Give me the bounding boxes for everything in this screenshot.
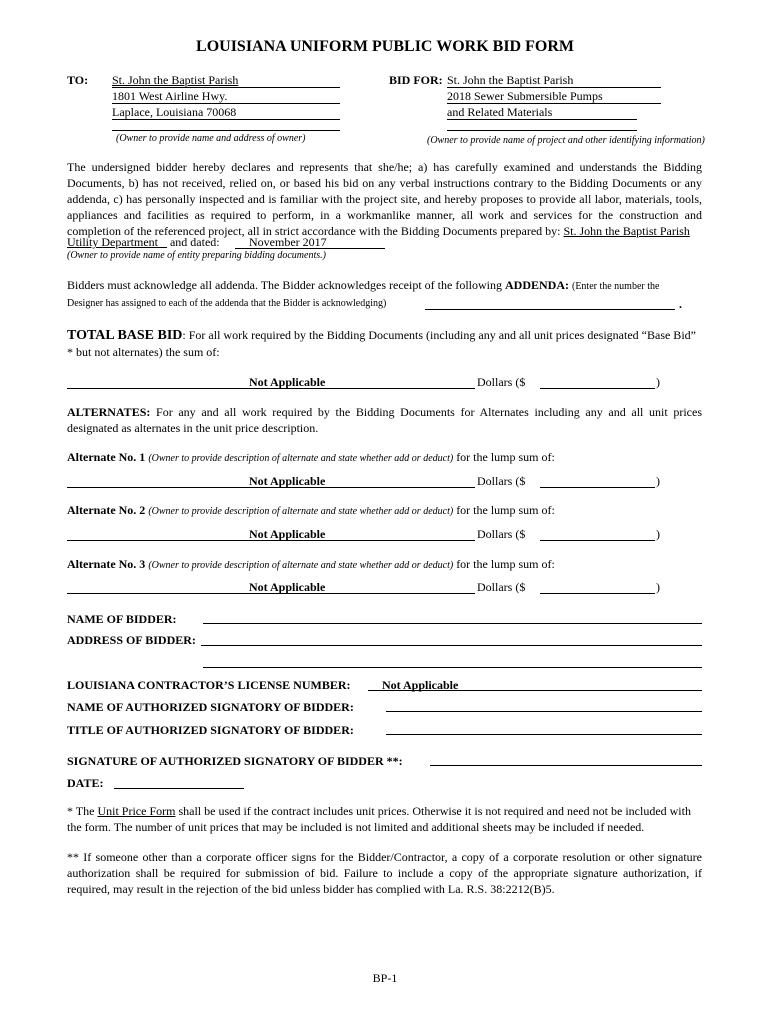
alternate-1-close: ): [656, 474, 660, 488]
unit-price-form-link[interactable]: Unit Price Form: [97, 804, 176, 818]
footnote-1-prefix: * The: [67, 804, 95, 818]
signatory-name-field[interactable]: [386, 711, 702, 712]
addenda-label: ADDENDA:: [504, 278, 569, 292]
dated-value: November 2017: [235, 234, 385, 249]
alternate-2-tail: for the lump sum of:: [456, 503, 555, 517]
alternate-1-tail: for the lump sum of:: [456, 450, 555, 464]
total-base-bid-dollars: Dollars ($: [477, 375, 526, 389]
license-number-label: LOUISIANA CONTRACTOR’S LICENSE NUMBER:: [67, 678, 351, 692]
form-title: LOUISIANA UNIFORM PUBLIC WORK BID FORM: [196, 38, 574, 55]
license-number-value: Not Applicable: [382, 678, 459, 692]
alternate-2-row: [67, 502, 555, 520]
to-line-3: Laplace, Louisiana 70068: [112, 105, 237, 119]
alternate-3-amount-field[interactable]: [540, 593, 655, 594]
alternate-3-note: (Owner to provide description of alternate and state whether add or deduct): [148, 560, 454, 571]
alternate-2-amount: Not Applicable: [249, 527, 326, 541]
alternate-2-close: ): [656, 527, 660, 541]
alternate-1-amount-field[interactable]: [540, 487, 655, 488]
alternates-paragraph: [67, 404, 702, 436]
prepared-by-note: (Owner to provide name of entity preparing bidding documents.): [67, 250, 326, 261]
addenda-small-2: Designer has assigned to each of the addenda that the Bidder is acknowledging): [67, 298, 387, 309]
to-line-1: St. John the Baptist Parish: [112, 73, 239, 87]
prepared-by-1: St. John the Baptist Parish: [563, 224, 690, 238]
signature-field[interactable]: [430, 765, 702, 766]
alternate-3-row: [67, 556, 555, 574]
declaration-paragraph: [67, 159, 702, 239]
to-line-2: 1801 West Airline Hwy.: [112, 89, 228, 103]
alternate-3-dollars: Dollars ($: [477, 580, 526, 594]
bid-for-note: (Owner to provide name of project and other identifying information): [427, 135, 705, 146]
alternate-1-note: (Owner to provide description of alternate and state whether add or deduct): [148, 453, 454, 464]
alternates-text: For any and all work required by the Bidding Documents for Alternates including any and all unit prices designated as alternates in the unit price description.: [67, 405, 702, 435]
date-label: DATE:: [67, 776, 104, 790]
alternate-3-amount: Not Applicable: [249, 580, 326, 594]
footnote-1-text: shall be used if the contract includes unit prices. Otherwise it is not required and need not be included with the form. The number of unit prices that may be included is not limited and additional sheets may be included if needed.: [67, 804, 691, 834]
total-base-bid-text: : For all work required by the Bidding Documents (including any and all unit prices designated “Base Bid” * but not alternates) the sum of:: [67, 328, 696, 359]
alternate-2-label: Alternate No. 2: [67, 503, 146, 517]
to-line-4-rule: [112, 130, 340, 131]
bid-for-line-2: 2018 Sewer Submersible Pumps: [447, 89, 603, 103]
signatory-title-label: TITLE OF AUTHORIZED SIGNATORY OF BIDDER:: [67, 723, 354, 737]
total-base-bid-paragraph: [67, 327, 702, 360]
to-line-3-rule: [112, 119, 340, 120]
alternate-1-row: [67, 449, 555, 467]
alternate-2-amount-field[interactable]: [540, 540, 655, 541]
signatory-name-label: NAME OF AUTHORIZED SIGNATORY OF BIDDER:: [67, 700, 354, 714]
dated-label: and dated:: [169, 235, 220, 249]
prepared-by-2: Utility Department: [67, 235, 158, 249]
address-of-bidder-field-1[interactable]: [201, 645, 702, 646]
declaration-text: The undersigned bidder hereby declares and represents that she/he; a) has carefully examined and understands the Bidding Documents, b) has not received, relied on, or based his bid on any verbal instructions contrary to the Bidding Documents or any addenda, c) has personally inspected and is familiar with the project site, and hereby proposes to provide all labor, materials, tools, appliances and facilities as required to perform, in a workmanlike manner, all work and services for the construction and completion of the referenced project, all in strict accordance with the Bidding Documents prepared by:: [67, 160, 702, 238]
addenda-paragraph: [67, 277, 707, 295]
bid-for-label: BID FOR:: [389, 73, 443, 87]
total-base-bid-label: TOTAL BASE BID: [67, 328, 183, 343]
alternate-1-dollars: Dollars ($: [477, 474, 526, 488]
bid-for-line-3: and Related Materials: [447, 105, 553, 119]
page-number: BP-1: [372, 971, 398, 985]
prepared-by-line: [67, 234, 220, 250]
alternate-1-label: Alternate No. 1: [67, 450, 146, 464]
footnote-2: ** If someone other than a corporate officer signs for the Bidder/Contractor, a copy of a corporate resolution or other signature authorization shall be required for submission of bid. Failure to include a copy of the appropriate signature authorization, if required, may result in the rejection of the bid unless bidder has complied with La. R.S. 38:2212(B)5.: [67, 850, 702, 896]
name-of-bidder-field[interactable]: [203, 623, 702, 624]
signature-label: SIGNATURE OF AUTHORIZED SIGNATORY OF BIDDER **:: [67, 754, 403, 768]
to-label: TO:: [67, 73, 89, 87]
alternate-3-close: ): [656, 580, 660, 594]
total-base-bid-close: ): [656, 375, 660, 389]
address-of-bidder-label: ADDRESS OF BIDDER:: [67, 633, 196, 647]
name-of-bidder-label: NAME OF BIDDER:: [67, 612, 177, 626]
alternate-3-label: Alternate No. 3: [67, 557, 146, 571]
alternate-1-amount: Not Applicable: [249, 474, 326, 488]
alternates-label: ALTERNATES:: [67, 405, 151, 419]
addenda-text: Bidders must acknowledge all addenda. The Bidder acknowledges receipt of the following: [67, 278, 502, 292]
addenda-period: .: [679, 297, 682, 311]
total-base-bid-amount: Not Applicable: [249, 375, 326, 389]
alternate-2-dollars: Dollars ($: [477, 527, 526, 541]
address-of-bidder-field-2[interactable]: [203, 667, 702, 668]
bid-for-line-3-rule: [447, 119, 637, 120]
addenda-small-1: (Enter the number the: [571, 281, 660, 292]
total-base-bid-amount-field[interactable]: [540, 388, 655, 389]
alternate-3-tail: for the lump sum of:: [456, 557, 555, 571]
to-note: (Owner to provide name and address of owner): [116, 133, 306, 144]
footnote-1: [67, 803, 702, 835]
license-number-field[interactable]: [368, 690, 702, 691]
bid-for-line-4-rule: [447, 130, 637, 131]
addenda-field[interactable]: [425, 309, 675, 310]
date-field[interactable]: [114, 788, 244, 789]
alternate-2-note: (Owner to provide description of alternate and state whether add or deduct): [148, 506, 454, 517]
bid-for-line-1: St. John the Baptist Parish: [447, 73, 574, 87]
signatory-title-field[interactable]: [386, 734, 702, 735]
page-title: [0, 38, 770, 56]
